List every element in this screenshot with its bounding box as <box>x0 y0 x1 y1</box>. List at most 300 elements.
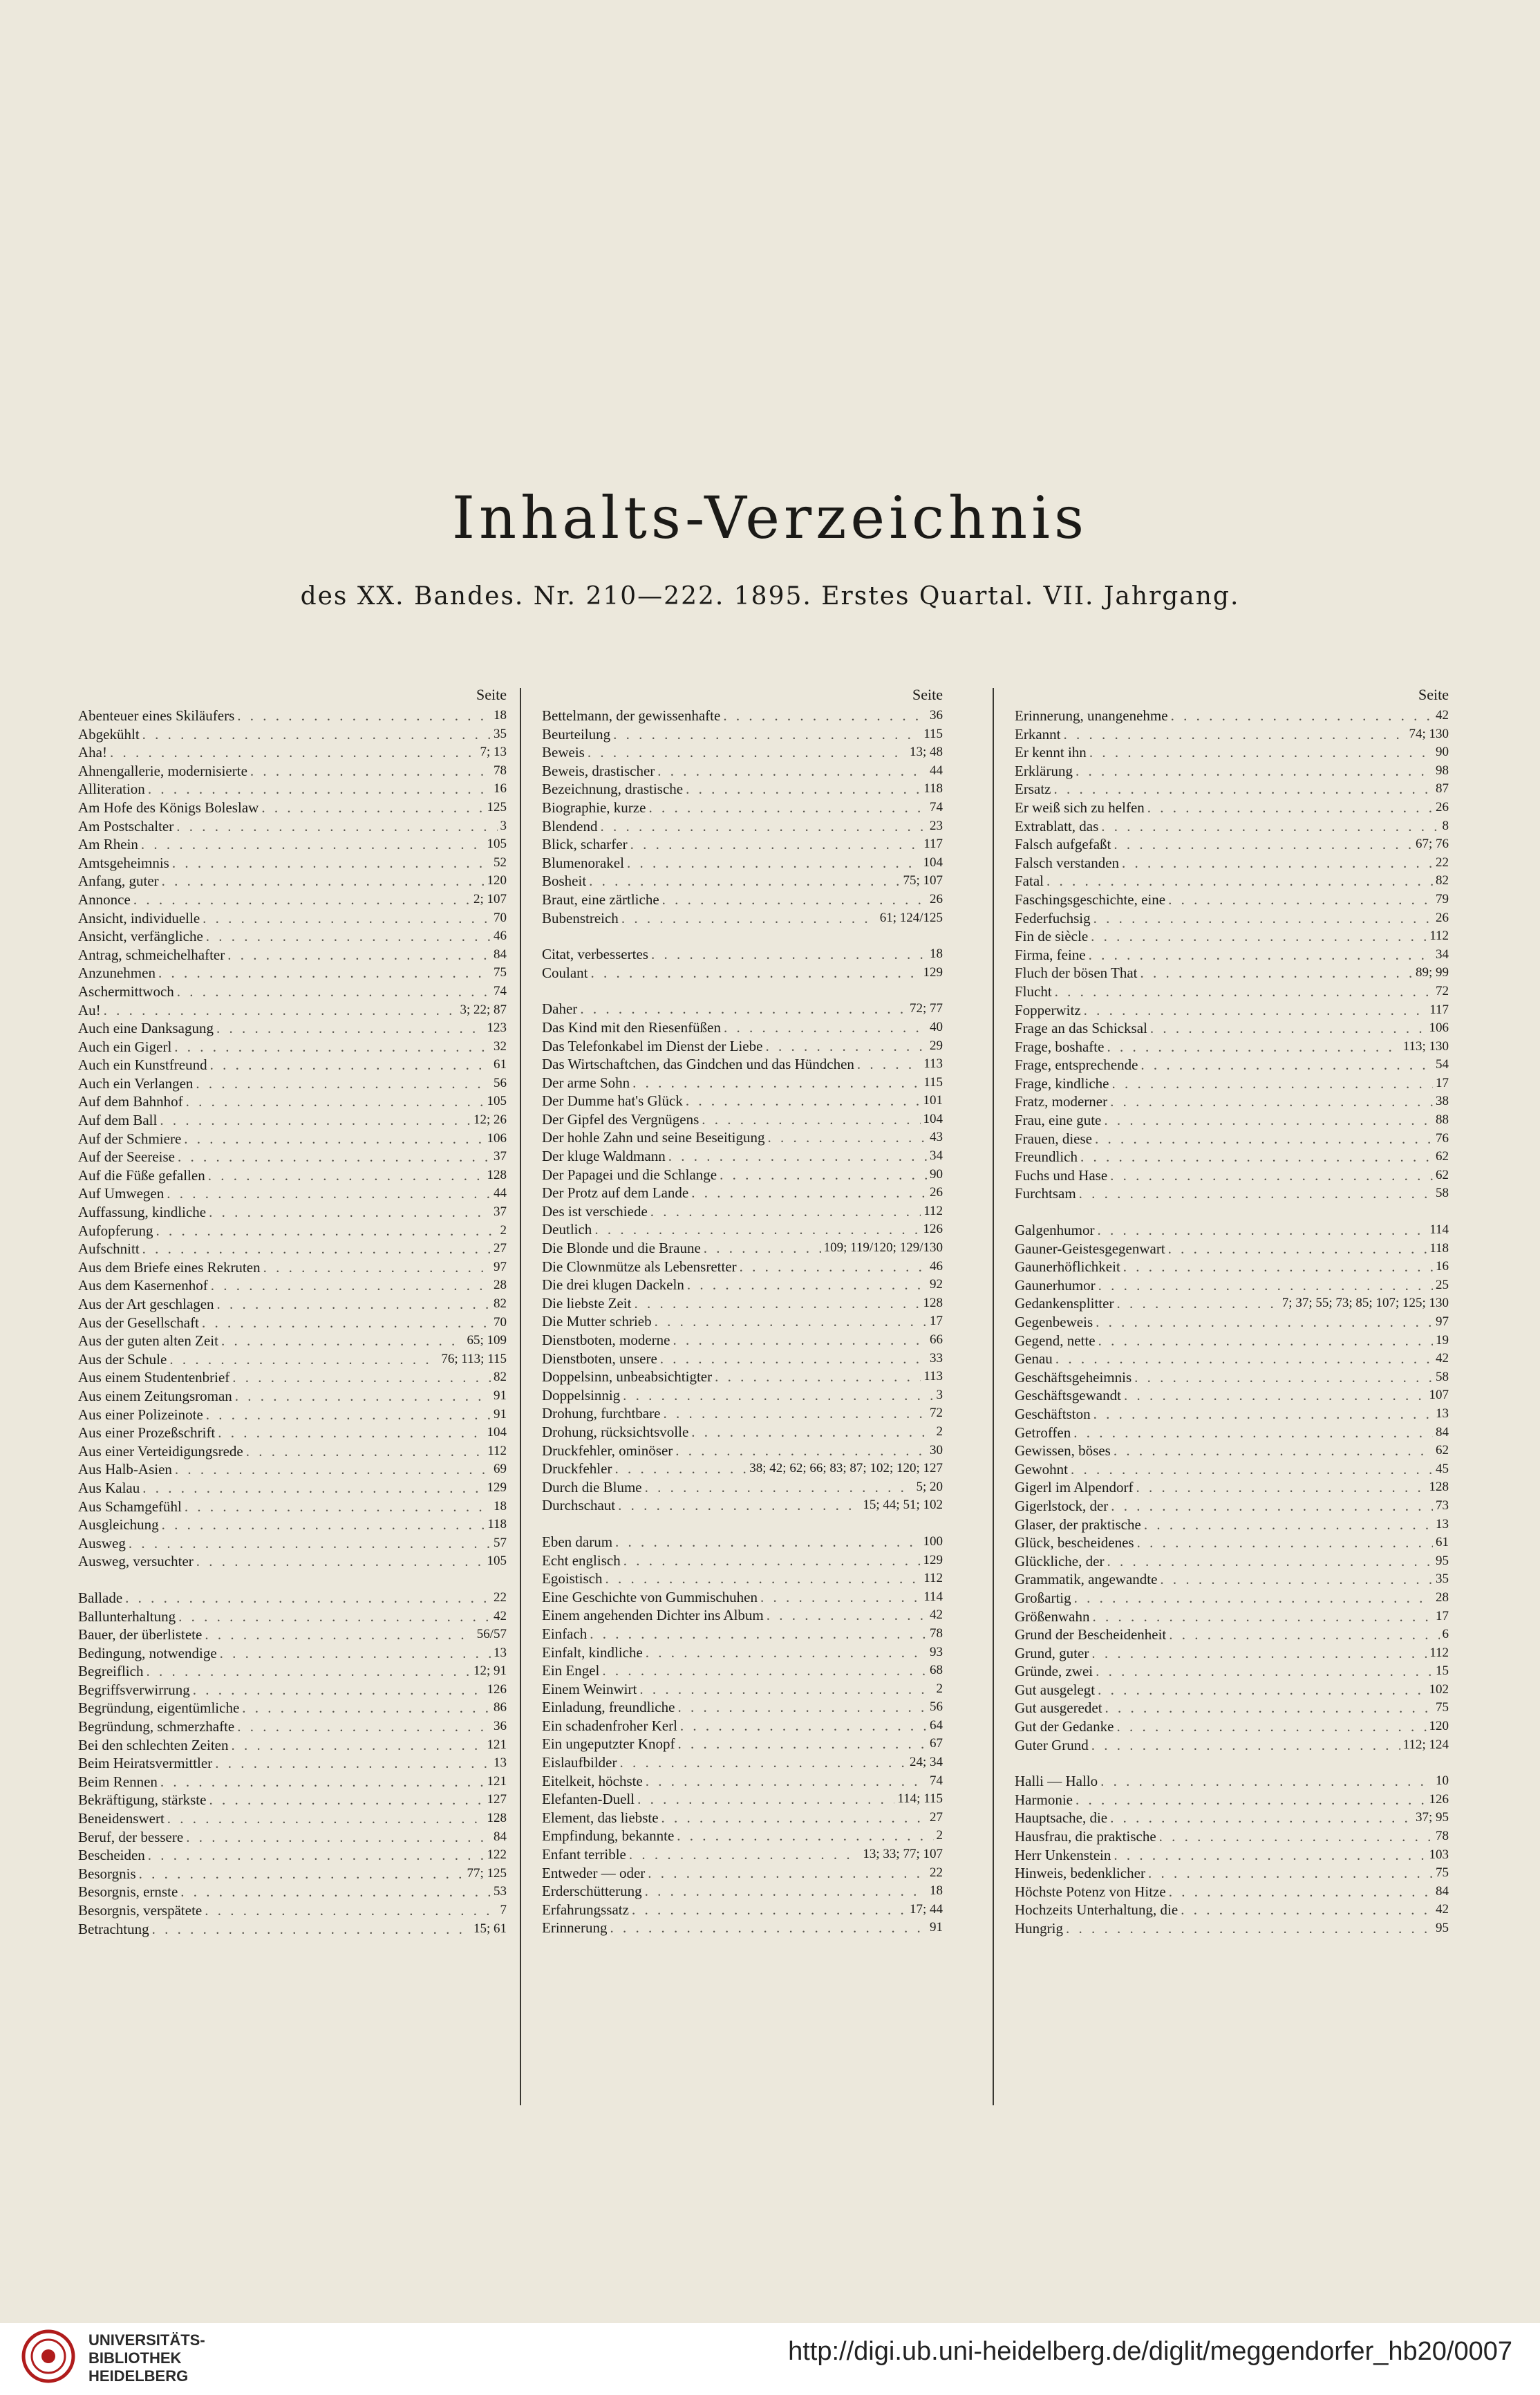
entry-title: Aus Kalau <box>78 1479 140 1496</box>
index-entry <box>78 835 507 854</box>
index-entry <box>78 1662 507 1681</box>
leader-dots <box>613 725 921 744</box>
index-entry <box>542 1202 943 1221</box>
leader-dots <box>133 891 471 909</box>
entry-title: Auffassung, kindliche <box>78 1204 207 1221</box>
entry-title: Auch ein Verlangen <box>78 1074 194 1092</box>
entry-title: Ballunterhaltung <box>78 1607 176 1625</box>
index-column-3 <box>1015 684 1449 1938</box>
entry-page-number: 58 <box>1436 1369 1449 1384</box>
entry-title: Auch ein Kunstfreund <box>78 1056 207 1074</box>
entry-page-number: 26 <box>930 891 943 906</box>
entry-page-number: 13; 33; 77; 107 <box>863 1847 943 1862</box>
entry-page-number: 114 <box>923 1589 943 1604</box>
entry-title: Aus Schamgefühl <box>78 1498 182 1515</box>
index-entry <box>542 1735 943 1753</box>
index-entry <box>1015 1460 1449 1479</box>
leader-dots <box>724 1018 927 1037</box>
entry-page-number: 56 <box>494 1075 507 1090</box>
leader-dots <box>623 1551 921 1570</box>
entry-title: Firma, feine <box>1015 946 1086 963</box>
entry-title: Die Blonde und die Braune <box>542 1240 701 1257</box>
entry-page-number: 86 <box>494 1700 507 1715</box>
index-entry <box>1015 1442 1449 1460</box>
entry-page-number: 38 <box>1436 1094 1449 1109</box>
source-url[interactable]: http://digi.ub.uni-heidelberg.de/diglit/meggendorfer_hb20/0007 <box>788 2337 1512 2366</box>
entry-title: Falsch aufgefaßt <box>1015 836 1111 853</box>
leader-dots <box>715 1368 921 1386</box>
entry-page-number: 3 <box>936 1387 943 1402</box>
entry-title: Gaunerhumor <box>1015 1276 1096 1294</box>
leader-dots <box>1079 1184 1433 1203</box>
entry-page-number: 42 <box>494 1608 507 1623</box>
index-entry <box>78 1387 507 1406</box>
entry-page-number: 127 <box>487 1792 507 1807</box>
entry-title: Druckfehler <box>542 1460 612 1478</box>
entry-page-number: 16 <box>1436 1259 1449 1274</box>
entry-page-number: 19 <box>1436 1332 1449 1348</box>
entry-page-number: 26 <box>930 1185 943 1200</box>
index-entry <box>1015 1607 1449 1626</box>
entry-title: Einladung, freundliche <box>542 1699 675 1716</box>
leader-dots <box>174 1038 491 1056</box>
index-column-2 <box>542 684 943 1937</box>
entry-page-number: 6 <box>1442 1627 1449 1642</box>
entry-title: Beurteilung <box>542 725 611 743</box>
leader-dots <box>1114 1846 1426 1865</box>
entry-page-number: 112 <box>923 1571 943 1586</box>
leader-dots <box>614 1460 746 1478</box>
entry-page-number: 118 <box>1429 1240 1449 1256</box>
leader-dots <box>1111 1074 1433 1093</box>
entry-title: Hungrig <box>1015 1920 1063 1937</box>
entry-title: Federfuchsig <box>1015 909 1091 926</box>
entry-title: Egoistisch <box>542 1570 603 1587</box>
leader-dots <box>167 1184 491 1203</box>
index-entry <box>1015 1294 1449 1313</box>
entry-title: Coulant <box>542 964 588 981</box>
entry-title: Guter Grund <box>1015 1736 1089 1753</box>
index-entry <box>78 1460 507 1479</box>
leader-dots <box>169 1350 438 1369</box>
index-entry <box>1015 1827 1449 1846</box>
index-entry <box>1015 1386 1449 1405</box>
entry-title: Erinnerung, unangenehme <box>1015 707 1168 724</box>
index-entry <box>542 1276 943 1294</box>
leader-dots <box>160 1111 471 1130</box>
leader-dots <box>129 1534 491 1553</box>
leader-dots <box>621 909 877 928</box>
leader-dots <box>704 1239 821 1258</box>
index-entry <box>542 1294 943 1313</box>
index-entry <box>542 1845 943 1864</box>
index-entry <box>542 964 943 982</box>
leader-dots <box>1076 762 1433 781</box>
index-entry <box>1015 1184 1449 1203</box>
entry-page-number: 128 <box>487 1811 507 1826</box>
entry-page-number: 26 <box>1436 910 1449 925</box>
index-entry <box>78 1589 507 1607</box>
entry-page-number: 115 <box>923 1074 943 1090</box>
entry-title: Aus Halb-Asien <box>78 1461 172 1478</box>
entry-title: Fin de siècle <box>1015 928 1089 945</box>
entry-page-number: 118 <box>487 1517 507 1532</box>
leader-dots <box>220 1644 491 1663</box>
index-entry <box>78 1791 507 1809</box>
index-entry <box>542 1074 943 1092</box>
leader-dots <box>610 1919 927 1937</box>
entry-title: Braut, eine zärtliche <box>542 891 659 908</box>
entry-title: Die Clownmütze als Lebensretter <box>542 1258 737 1275</box>
entry-title: Ausgleichung <box>78 1516 159 1534</box>
leader-dots <box>208 1166 485 1185</box>
entry-page-number: 70 <box>494 910 507 925</box>
leader-dots <box>687 1276 927 1294</box>
leader-dots <box>1055 1350 1433 1368</box>
entry-page-number: 91 <box>494 1406 507 1422</box>
leader-dots <box>1095 1130 1433 1148</box>
leader-dots <box>655 1312 927 1331</box>
leader-dots <box>675 1442 927 1460</box>
index-entry <box>1015 1038 1449 1056</box>
leader-dots <box>1093 909 1433 928</box>
leader-dots <box>632 1074 921 1092</box>
index-entry <box>542 1790 943 1809</box>
entry-page-number: 82 <box>494 1370 507 1385</box>
entry-title: Gegend, nette <box>1015 1332 1096 1349</box>
entry-title: Ahnengallerie, modernisierte <box>78 762 247 779</box>
entry-page-number: 77; 125 <box>467 1865 507 1881</box>
leader-dots <box>1098 1681 1426 1699</box>
entry-page-number: 62 <box>1436 1149 1449 1164</box>
entry-page-number: 66 <box>930 1332 943 1347</box>
entry-page-number: 126 <box>923 1222 943 1237</box>
leader-dots <box>686 780 921 799</box>
index-entry <box>1015 1681 1449 1699</box>
section-gap <box>1015 1754 1449 1772</box>
index-entry <box>1015 1368 1449 1387</box>
entry-title: Fopperwitz <box>1015 1001 1081 1018</box>
entry-page-number: 100 <box>923 1534 943 1549</box>
entry-title: Einfach <box>542 1625 588 1642</box>
index-entry <box>1015 1001 1449 1020</box>
index-entry <box>78 1552 507 1571</box>
entry-title: Getroffen <box>1015 1424 1071 1441</box>
leader-dots <box>1100 1772 1433 1791</box>
index-entry <box>1015 1148 1449 1166</box>
entry-page-number: 109; 119/120; 129/130 <box>823 1240 943 1256</box>
entry-title: Citat, verbessertes <box>542 946 648 963</box>
entry-page-number: 35 <box>1436 1572 1449 1587</box>
index-entry <box>1015 1570 1449 1589</box>
entry-page-number: 65; 109 <box>467 1333 507 1348</box>
entry-page-number: 27 <box>494 1241 507 1256</box>
index-entry <box>78 1607 507 1626</box>
entry-title: Galgenhumor <box>1015 1222 1095 1239</box>
index-entry <box>78 927 507 946</box>
index-entry <box>1015 946 1449 964</box>
index-entry <box>542 1809 943 1827</box>
index-entry <box>542 1092 943 1110</box>
entry-page-number: 40 <box>930 1019 943 1034</box>
leader-dots <box>1181 1901 1433 1919</box>
entry-title: Grammatik, angewandte <box>1015 1571 1158 1588</box>
entry-page-number: 78 <box>494 763 507 778</box>
entry-page-number: 56/57 <box>476 1627 507 1642</box>
index-entry <box>1015 1809 1449 1827</box>
entry-title: Anzunehmen <box>78 964 156 982</box>
leader-dots <box>651 945 927 964</box>
entry-title: Aufopferung <box>78 1222 153 1239</box>
index-entry <box>1015 1662 1449 1681</box>
leader-dots <box>1114 1442 1433 1460</box>
leader-dots <box>590 1625 927 1643</box>
leader-dots <box>639 1680 933 1699</box>
leader-dots <box>1098 1332 1433 1350</box>
leader-dots <box>1074 1589 1433 1607</box>
leader-dots <box>186 1092 485 1111</box>
leader-dots <box>589 872 900 891</box>
index-entry <box>542 1239 943 1258</box>
entry-page-number: 95 <box>1436 1921 1449 1935</box>
leader-dots <box>646 1643 927 1662</box>
leader-dots <box>203 909 491 928</box>
leader-dots <box>650 1202 921 1221</box>
entry-title: Durchschaut <box>542 1497 616 1514</box>
entry-page-number: 74 <box>930 799 943 814</box>
index-entry <box>542 1312 943 1331</box>
leader-dots <box>158 964 491 982</box>
entry-title: Frage an das Schicksal <box>1015 1020 1147 1037</box>
entry-page-number: 113; 130 <box>1402 1038 1449 1054</box>
entry-page-number: 105 <box>487 1554 507 1569</box>
index-entry <box>1015 1625 1449 1644</box>
entry-page-number: 113 <box>923 1369 943 1384</box>
institution-name <box>88 2331 205 2385</box>
leader-dots <box>186 1828 491 1847</box>
leader-dots <box>623 1386 933 1405</box>
entry-page-number: 84 <box>1436 1883 1449 1899</box>
leader-dots <box>196 1552 485 1571</box>
entry-title: Auf dem Bahnhof <box>78 1093 183 1110</box>
leader-dots <box>1063 725 1406 744</box>
entry-page-number: 125 <box>487 799 507 814</box>
entry-title: Gauner-Geistesgegenwart <box>1015 1240 1165 1257</box>
index-entry <box>1015 1424 1449 1442</box>
index-entry <box>1015 1111 1449 1130</box>
index-entry <box>542 1717 943 1735</box>
entry-page-number: 75 <box>1436 1700 1449 1715</box>
leader-dots <box>1096 1313 1433 1332</box>
entry-page-number: 93 <box>930 1644 943 1659</box>
entry-page-number: 18 <box>494 708 507 723</box>
leader-dots <box>588 743 907 762</box>
entry-page-number: 117 <box>1429 1002 1449 1017</box>
entry-page-number: 88 <box>1436 1112 1449 1128</box>
leader-dots <box>216 1019 485 1038</box>
entry-page-number: 44 <box>494 1186 507 1201</box>
entry-title: Erkannt <box>1015 725 1061 743</box>
index-entry <box>78 1681 507 1699</box>
institution-line: BIBLIOTHEK <box>88 2349 182 2367</box>
entry-page-number: 112 <box>923 1203 943 1218</box>
leader-dots <box>600 817 927 836</box>
entry-page-number: 105 <box>487 837 507 852</box>
entry-page-number: 67; 76 <box>1415 837 1449 852</box>
entry-title: Am Postschalter <box>78 817 174 835</box>
leader-dots <box>1098 1276 1433 1295</box>
leader-dots <box>125 1589 491 1607</box>
entry-page-number: 92 <box>930 1277 943 1292</box>
entry-page-number: 30 <box>930 1442 943 1457</box>
leader-dots <box>1137 1534 1433 1552</box>
leader-dots <box>148 1846 485 1865</box>
index-entry <box>1015 964 1449 982</box>
entry-title: Druckfehler, ominöser <box>542 1442 673 1459</box>
entry-title: Gedankensplitter <box>1015 1295 1114 1312</box>
entry-page-number: 79 <box>1436 891 1449 906</box>
entry-title: Aus der Gesellschaft <box>78 1314 199 1331</box>
index-entry <box>78 1534 507 1553</box>
index-entry <box>542 1442 943 1460</box>
entry-title: Großartig <box>1015 1589 1071 1606</box>
entry-page-number: 7; 37; 55; 73; 85; 107; 125; 130 <box>1281 1296 1449 1311</box>
entry-page-number: 114 <box>1429 1222 1449 1238</box>
leader-dots <box>1148 1864 1433 1883</box>
index-entry <box>78 1773 507 1791</box>
index-entry <box>542 1827 943 1845</box>
entry-page-number: 36 <box>494 1719 507 1734</box>
entry-page-number: 84 <box>494 947 507 962</box>
leader-dots <box>1134 1368 1433 1387</box>
leader-dots <box>206 927 491 946</box>
entry-title: Drohung, rücksichtsvolle <box>542 1423 689 1440</box>
index-entry <box>542 1882 943 1901</box>
index-entry <box>78 725 507 744</box>
entry-title: Die drei klugen Dackeln <box>542 1276 684 1294</box>
entry-page-number: 120 <box>1429 1719 1449 1734</box>
entry-page-number: 78 <box>1436 1829 1449 1844</box>
index-entry <box>542 1037 943 1056</box>
leader-dots <box>660 1350 927 1368</box>
entry-page-number: 118 <box>923 781 943 796</box>
leader-dots <box>1159 1827 1433 1846</box>
leader-dots <box>1116 1294 1279 1313</box>
entry-page-number: 128 <box>923 1295 943 1310</box>
leader-dots <box>668 1147 927 1166</box>
leader-dots <box>1110 1092 1433 1111</box>
entry-page-number: 17 <box>930 1314 943 1329</box>
leader-dots <box>767 1606 927 1625</box>
index-entry <box>542 762 943 781</box>
entry-title: Aus dem Kasernenhof <box>78 1277 208 1294</box>
index-entry <box>1015 743 1449 762</box>
entry-page-number: 91 <box>930 1920 943 1935</box>
entry-page-number: 61 <box>494 1057 507 1072</box>
entry-page-number: 61 <box>1436 1535 1449 1550</box>
leader-dots <box>1101 817 1439 836</box>
leader-dots <box>657 762 927 781</box>
index-entry <box>78 1240 507 1258</box>
index-entry <box>78 1092 507 1111</box>
entry-page-number: 75 <box>494 965 507 980</box>
leader-dots <box>594 1220 920 1239</box>
leader-dots <box>178 1607 491 1626</box>
entry-title: Gut der Gedanke <box>1015 1718 1114 1735</box>
index-entry <box>78 1828 507 1847</box>
index-entry <box>542 1625 943 1643</box>
entry-page-number: 75 <box>1436 1865 1449 1881</box>
entry-title: Aus einem Zeitungsroman <box>78 1387 232 1404</box>
entry-title: Aus einer Polizeinote <box>78 1406 203 1423</box>
entry-page-number: 76; 113; 115 <box>441 1351 507 1366</box>
index-entry <box>78 1258 507 1277</box>
entry-page-number: 74 <box>930 1773 943 1788</box>
leader-dots <box>663 1404 927 1423</box>
leader-dots <box>1097 1221 1427 1240</box>
entry-page-number: 37; 95 <box>1415 1810 1449 1825</box>
entry-title: Der Protz auf dem Lande <box>542 1184 689 1202</box>
entry-page-number: 129 <box>923 964 943 980</box>
entry-page-number: 68 <box>930 1663 943 1678</box>
entry-page-number: 44 <box>930 763 943 778</box>
index-entry <box>542 1901 943 1919</box>
index-entry <box>1015 799 1449 817</box>
entry-title: Begriffsverwirrung <box>78 1681 190 1698</box>
leader-dots <box>172 854 491 873</box>
volume-subtitle: des XX. Bandes. Nr. 210—222. 1895. Erstes Quartal. VII. Jahrgang. <box>300 582 1240 611</box>
leader-dots <box>1091 927 1427 946</box>
entry-title: Glaser, der praktische <box>1015 1516 1141 1533</box>
entry-title: Ausweg, versuchter <box>78 1553 194 1570</box>
index-entry <box>78 1883 507 1901</box>
index-entry <box>1015 1772 1449 1791</box>
leader-dots <box>1168 891 1433 909</box>
index-entry <box>542 1368 943 1386</box>
entry-title: Er weiß sich zu helfen <box>1015 799 1145 816</box>
entry-page-number: 76 <box>1436 1130 1449 1146</box>
index-entry <box>542 1423 943 1442</box>
index-entry <box>1015 1332 1449 1350</box>
leader-dots <box>146 1662 471 1681</box>
leader-dots <box>1124 1386 1427 1405</box>
institution-line: UNIVERSITÄTS- <box>88 2331 205 2349</box>
leader-dots <box>162 872 485 891</box>
entry-page-number: 13 <box>494 1755 507 1771</box>
leader-dots <box>160 1773 485 1791</box>
entry-title: Bei den schlechten Zeiten <box>78 1736 229 1753</box>
entry-title: Der Dumme hat's Glück <box>542 1092 683 1110</box>
index-entry <box>78 1865 507 1883</box>
index-entry <box>542 1000 943 1018</box>
index-entry <box>78 1442 507 1461</box>
entry-page-number: 84 <box>494 1829 507 1844</box>
entry-title: Fluch der bösen That <box>1015 964 1138 982</box>
entry-page-number: 87 <box>1436 781 1449 796</box>
section-gap <box>78 1571 507 1589</box>
entry-page-number: 12; 91 <box>473 1664 507 1679</box>
index-entry <box>1015 982 1449 1001</box>
entry-title: Element, das liebste <box>542 1809 659 1826</box>
index-entry <box>1015 1074 1449 1093</box>
index-entry <box>542 1018 943 1037</box>
entry-title: Bauer, der überlistete <box>78 1626 203 1643</box>
entry-title: Entweder — oder <box>542 1864 646 1881</box>
leader-dots <box>215 1754 491 1773</box>
entry-page-number: 18 <box>930 947 943 962</box>
entry-title: Er kennt ihn <box>1015 744 1087 761</box>
leader-dots <box>691 1184 927 1202</box>
